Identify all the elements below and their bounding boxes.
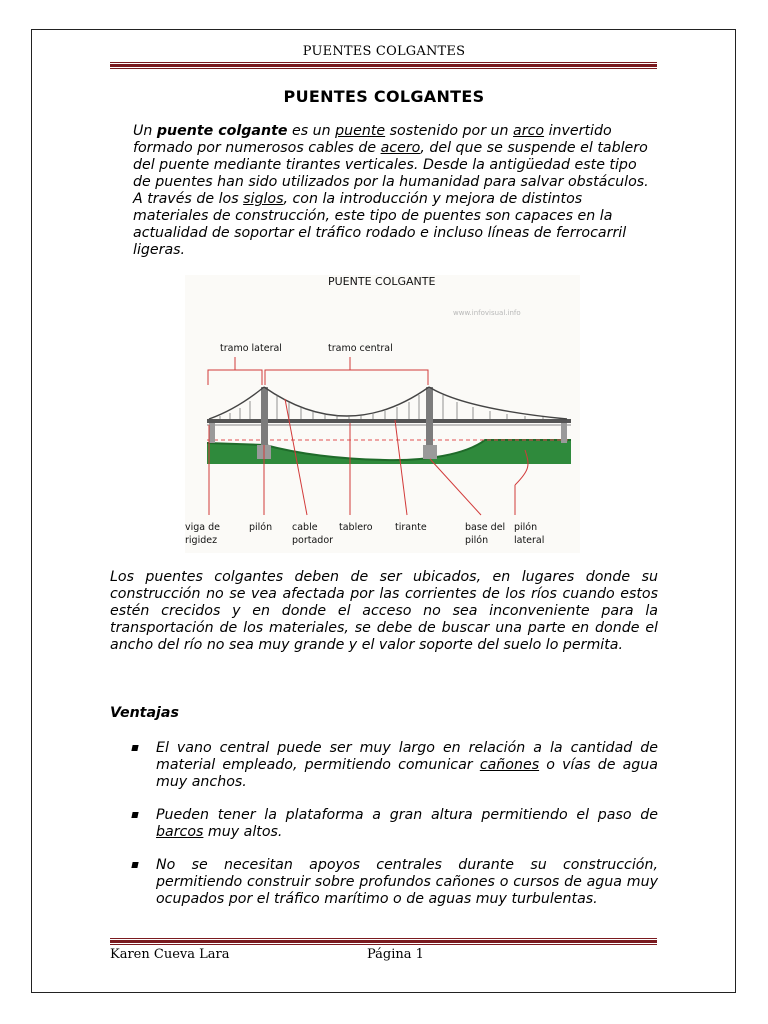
- footer-rule-thin-bottom: [110, 944, 657, 945]
- label-tramo-lateral: tramo lateral: [220, 343, 282, 354]
- label-pilon-lateral-1: pilón: [514, 522, 538, 533]
- label-base-1: base del: [465, 522, 506, 533]
- bullet-text-2: Pueden tener la plataforma a gran altura permitiendo el paso de barcos muy altos.: [156, 807, 658, 840]
- link-siglos[interactable]: siglos: [243, 191, 284, 207]
- footer-author: Karen Cueva Lara: [110, 947, 230, 962]
- header-rule-thick: [110, 64, 657, 67]
- label-pilon: pilón: [249, 522, 273, 533]
- bullet-icon: [131, 862, 138, 868]
- link-arco[interactable]: arco: [513, 123, 545, 139]
- footer-rule-thin-top: [110, 938, 657, 939]
- bridge-diagram-figure: [185, 275, 580, 553]
- label-cable-1: cable: [292, 522, 318, 533]
- term-puente-colgante: puente colgante: [156, 123, 288, 139]
- label-viga-2: rigidez: [185, 535, 218, 546]
- label-tablero: tablero: [339, 522, 373, 533]
- header-rule-thin-bottom: [110, 68, 657, 69]
- link-puente[interactable]: puente: [335, 123, 386, 139]
- pylon-base-right: [423, 445, 437, 459]
- bullet-text-1: El vano central puede ser muy largo en relación a la cantidad de material empleado, permitiendo comunicar cañones o vías de agua muy anchos.: [156, 740, 658, 790]
- label-pilon-lateral-2: lateral: [514, 535, 545, 546]
- label-base-2: pilón: [465, 535, 489, 546]
- bridge-diagram: [185, 275, 580, 553]
- footer-rule-thick: [110, 940, 657, 943]
- figure-title: PUENTE COLGANTE: [328, 275, 436, 288]
- figure-watermark: www.infovisual.info: [453, 309, 521, 317]
- end-pier-right: [561, 423, 567, 443]
- link-acero[interactable]: acero: [380, 140, 421, 156]
- end-pier-left: [209, 423, 215, 443]
- location-paragraph: Los puentes colgantes deben de ser ubicados, en lugares donde su construcción no se vea afectada por las corrientes de los ríos cuando estos estén crecidos y en donde el acceso no sea inconveniente para la transportación de los materiales, se debe de buscar una parte en donde el ancho del río no sea muy grande y el valor soporte del suelo lo permita.: [110, 569, 658, 653]
- ventajas-heading: Ventajas: [110, 705, 179, 721]
- link-canones[interactable]: cañones: [479, 757, 540, 773]
- running-header: PUENTES COLGANTES: [302, 44, 466, 59]
- label-viga-1: viga de: [185, 522, 221, 533]
- pylon-left: [261, 387, 268, 445]
- pylon-right: [426, 387, 433, 445]
- intro-paragraph: Un puente colgante es un puente sostenido por un arco invertido formado por numerosos cables de acero, del que se suspende el tablero del puente mediante tirantes verticales. Desde la antigüedad este tipo de puentes han sido utilizados por la humanidad para salvar obstáculos. A través de los siglos, con la introducción y mejora de distintos materiales de construcción, este tipo de puentes son capaces en la actualidad de soportar el tráfico rodado e incluso líneas de ferrocarril ligeras.: [133, 123, 649, 258]
- label-cable-2: portador: [292, 535, 334, 546]
- footer-page-number: Página 1: [367, 947, 424, 962]
- bullet-icon: [131, 745, 138, 751]
- header-rule-thin-top: [110, 62, 657, 63]
- label-tirante: tirante: [395, 522, 427, 533]
- bullet-text-3: No se necesitan apoyos centrales durante su construcción, permitiendo construir sobre profundos cañones o cursos de agua muy ocupados por el tráfico marítimo o de aguas muy turbulentas.: [156, 857, 658, 907]
- link-barcos[interactable]: barcos: [156, 824, 204, 840]
- label-tramo-central: tramo central: [328, 343, 393, 354]
- bullet-icon: [131, 812, 138, 818]
- document-title: PUENTES COLGANTES: [283, 87, 485, 106]
